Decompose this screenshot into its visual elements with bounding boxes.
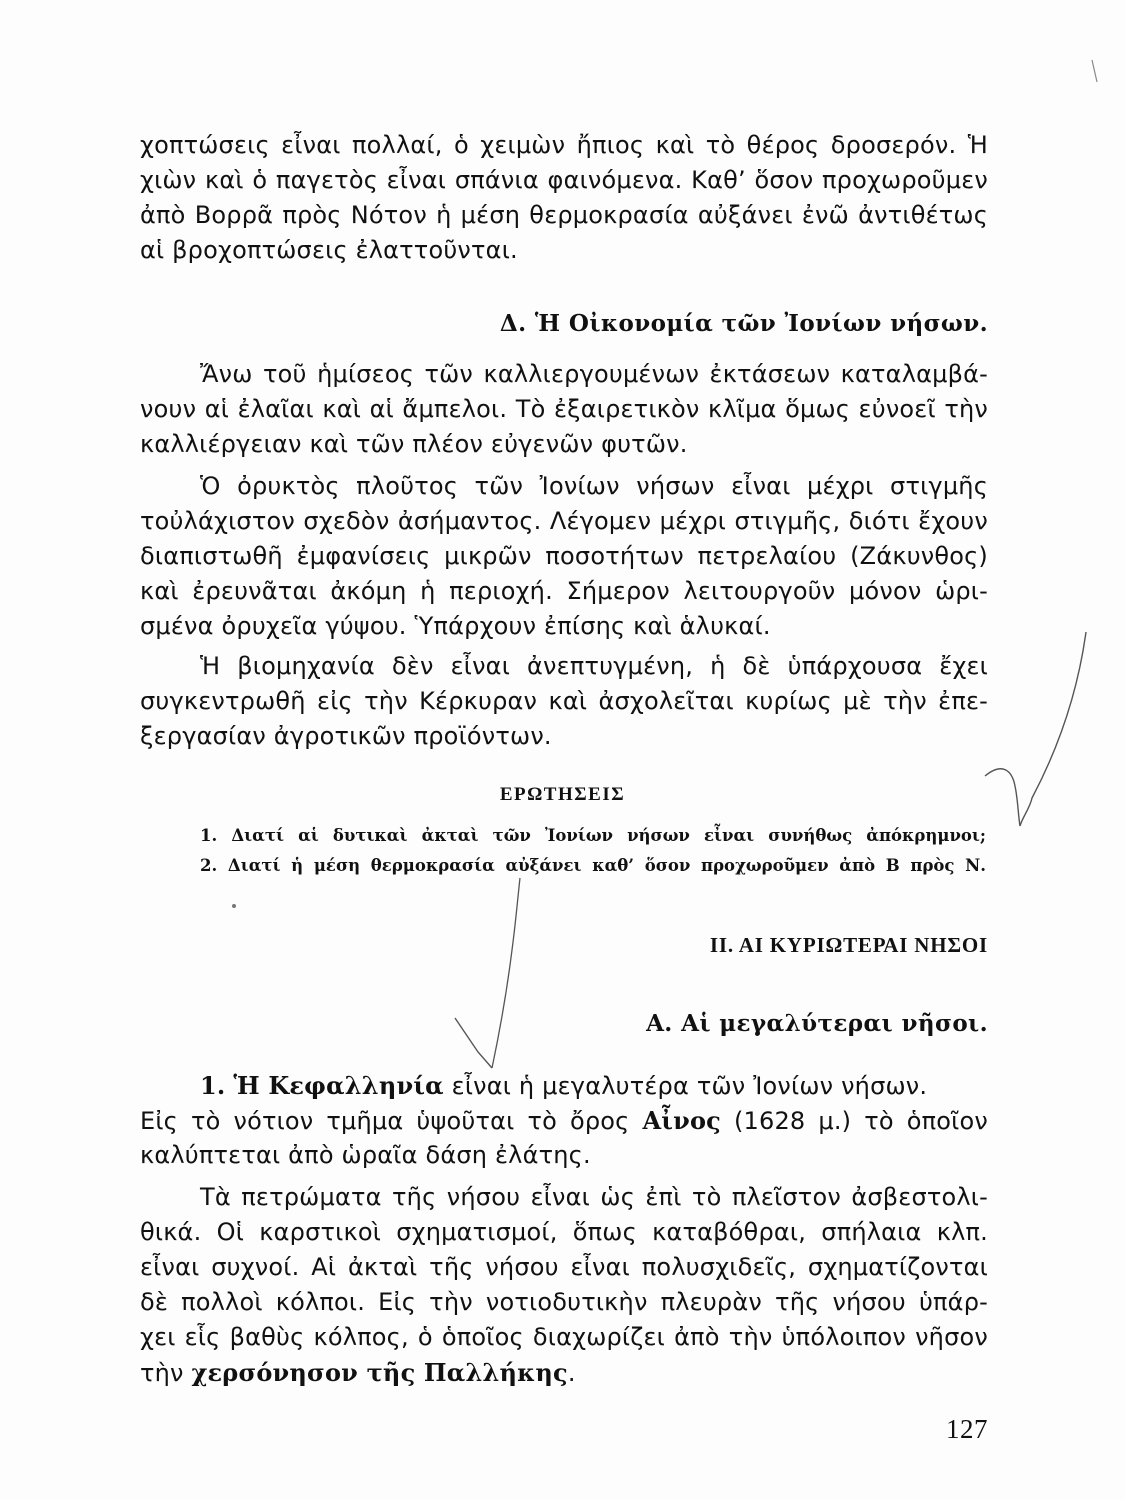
text-line: εἶναι συχνοί. Αἱ ἀκταὶ τῆς νήσου εἶναι πολυσχιδεῖς, σχηματίζονται <box>140 1253 988 1281</box>
question-item: 2. Διατί ἡ μέση θερμοκρασία αὐξάνει καθ’ ὅσον προχωροῦμεν ἀπὸ Β πρὸς Ν. <box>200 856 986 875</box>
text-line: αἱ βροχοπτώσεις ἐλαττοῦνται. <box>140 236 518 264</box>
text-line: τοὐλάχιστον σχεδὸν ἀσήμαντος. Λέγομεν μέχρι στιγμῆς, διότι ἔχουν <box>140 507 988 535</box>
line-text: τὴν <box>140 1359 184 1387</box>
paragraph-industry <box>140 649 988 754</box>
text-line: δὲ πολλοὶ κόλποι. Εἰς τὴν νοτιοδυτικὴν πλευρὰν τῆς νήσου ὑπάρ- <box>140 1288 988 1316</box>
text-line: Τὰ πετρώματα τῆς νήσου εἶναι ὡς ἐπὶ τὸ πλεῖστον ἀσβεστολι- <box>200 1183 988 1211</box>
pencil-stroke <box>455 1018 492 1068</box>
island-name: Ἡ Κεφαλληνία <box>233 1071 444 1100</box>
text-line <box>140 1355 988 1390</box>
text-line: ἀπὸ Βορρᾶ πρὸς Νότον ἡ μέση θερμοκρασία αὐξάνει ἐνῶ ἀντιθέτως <box>140 201 988 229</box>
pencil-dot <box>232 904 236 908</box>
line-text: Εἰς τὸ νότιον τμῆμα ὑψοῦται τὸ ὄρος <box>140 1107 630 1135</box>
peninsula-name: χερσόνησον τῆς Παλλήκης <box>191 1358 568 1387</box>
paragraph-kefalonia <box>140 1068 988 1173</box>
text-line: χοπτώσεις εἶναι πολλαί, ὁ χειμὼν ἤπιος καὶ τὸ θέρος δροσερόν. Ἡ <box>140 131 988 159</box>
text-line: καλλιέργειαν καὶ τῶν πλέον εὐγενῶν φυτῶν. <box>140 430 688 458</box>
text-line: ξεργασίαν ἀγροτικῶν προϊόντων. <box>140 722 552 750</box>
section-heading: ΙΙ. ΑΙ ΚΥΡΙΩΤΕΡΑΙ ΝΗΣΟΙ <box>709 933 988 957</box>
text-line <box>140 1068 988 1103</box>
line-text: (1628 μ.) τὸ ὁποῖον <box>733 1107 988 1135</box>
text-line: Ὁ ὀρυκτὸς πλοῦτος τῶν Ἰονίων νήσων εἶναι μέχρι στιγμῆς <box>200 472 988 500</box>
mountain-name: Αἶνος <box>642 1106 721 1135</box>
line-text: . <box>567 1359 576 1387</box>
pencil-stroke <box>492 878 520 1068</box>
text-line: θικά. Οἱ καρστικοὶ σχηματισμοί, ὅπως καταβόθραι, σπήλαια κλπ. <box>140 1218 988 1246</box>
text-line: Ἡ βιομηχανία δὲν εἶναι ἀνεπτυγμένη, ἡ δὲ ὑπάρχουσα ἔχει <box>200 652 988 680</box>
question-item: 1. Διατί αἱ δυτικαὶ ἀκταὶ τῶν Ἰονίων νήσων εἶναι συνήθως ἀπόκρημνοι; <box>200 826 986 845</box>
paragraph-rocks <box>140 1180 988 1390</box>
text-line: χει εἷς βαθὺς κόλπος, ὁ ὁποῖος διαχωρίζει ἀπὸ τὴν ὑπόλοιπον νῆσον <box>140 1323 988 1351</box>
text-line: καὶ ἐρευνᾶται ἀκόμη ἡ περιοχή. Σήμερον λειτουργοῦν μόνον ὡρι- <box>140 577 988 605</box>
text-line: νουν αἱ ἐλαῖαι καὶ αἱ ἄμπελοι. Τὸ ἐξαιρετικὸν κλῖμα ὅμως εὐνοεῖ τὴν <box>140 395 988 423</box>
paragraph-minerals <box>140 469 988 644</box>
text-line: σμένα ὀρυχεῖα γύψου. Ὑπάρχουν ἐπίσης καὶ ἁλυκαί. <box>140 612 771 640</box>
text-line: συγκεντρωθῆ εἰς τὴν Κέρκυραν καὶ ἀσχολεῖται κυρίως μὲ τὴν ἐπε- <box>140 687 988 715</box>
text-line: Ἄνω τοῦ ἡμίσεος τῶν καλλιεργουμένων ἐκτάσεων καταλαμβά- <box>200 360 988 388</box>
text-line: χιὼν καὶ ὁ παγετὸς εἶναι σπάνια φαινόμενα. Καθ’ ὅσον προχωροῦμεν <box>140 166 988 194</box>
subsection-heading: Α. Αἱ μεγαλύτεραι νῆσοι. <box>646 1010 988 1037</box>
heading-economy: Δ. Ἡ Οἰκονομία τῶν Ἰονίων νήσων. <box>499 310 988 337</box>
text-line: καλύπτεται ἀπὸ ὡραῖα δάση ἐλάτης. <box>140 1141 591 1169</box>
questions-title: ΕΡΩΤΗΣΕΙΣ <box>499 784 626 805</box>
pencil-stroke <box>1092 60 1097 82</box>
text-line <box>140 1103 988 1138</box>
paragraph-climate <box>140 128 988 268</box>
paragraph-agriculture <box>140 357 988 462</box>
item-number: 1. <box>200 1071 226 1100</box>
line-text: εἶναι ἡ μεγαλυτέρα τῶν Ἰονίων νήσων. <box>451 1072 928 1100</box>
page-number: 127 <box>946 1414 988 1444</box>
text-line: διαπιστωθῆ ἐμφανίσεις μικρῶν ποσοτήτων πετρελαίου (Ζάκυνθος) <box>140 542 988 570</box>
